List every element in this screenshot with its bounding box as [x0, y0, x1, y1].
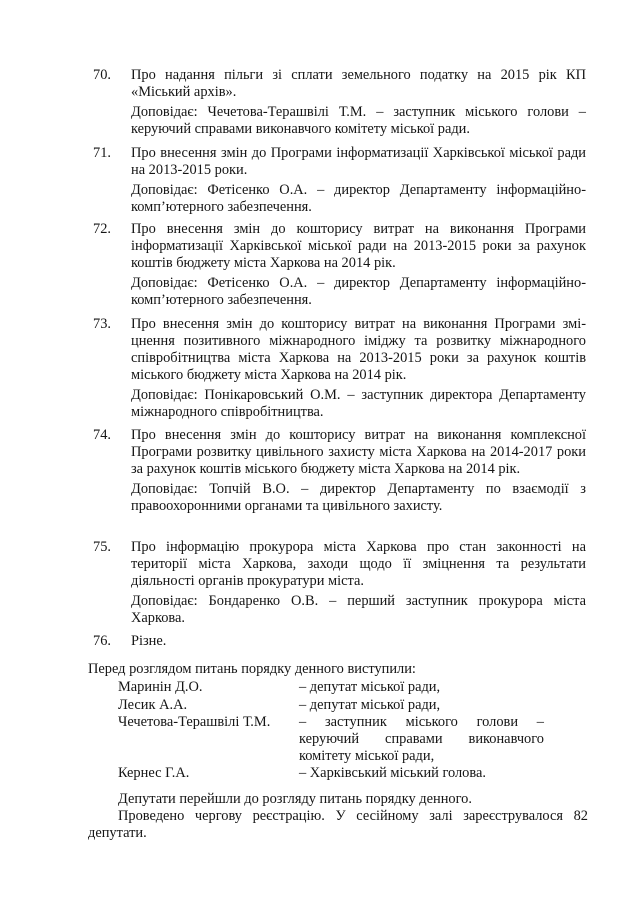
- item-reporter: Доповідає: Чечетова-Терашвілі Т.М. – заступник міського голови – керуючий справами виконавчого комітету міської ради.: [131, 104, 586, 137]
- item-title: Про інформацію прокурора міста Харкова про стан законності на території міста Харкова, заходи щодо її зміцнення та результати діяльності органів прокуратури міста.: [131, 539, 586, 589]
- item-reporter: Доповідає: Бондаренко О.В. – перший заступник прокурора міста Харкова.: [131, 593, 586, 626]
- item-title: Про внесення змін до Програми інформатизації Харківської міської ради на 2013-2015 роки.: [131, 145, 586, 178]
- item-title: Про надання пільги зі сплати земельного податку на 2015 рік КП «Міський архів».: [131, 67, 586, 100]
- item-number: 71.: [93, 145, 111, 161]
- speaker-name: Чечетова-Терашвілі Т.М.: [118, 714, 271, 730]
- item-title: Про внесення змін до кошторису витрат на виконання Програми інформатизації Харківської міської ради на 2013-2015 роки за рахунок коштів бюджету міста Харкова на 2014 рік.: [131, 221, 586, 271]
- item-number: 76.: [93, 633, 111, 649]
- item-number: 70.: [93, 67, 111, 83]
- speaker-name: Лесик А.А.: [118, 697, 188, 713]
- speaker-name: Кернес Г.А.: [118, 765, 190, 781]
- item-reporter: Доповідає: Фетісенко О.А. – директор Департаменту інформаційно-комп’ютерного забезпечення.: [131, 182, 586, 215]
- item-reporter: Доповідає: Топчій В.О. – директор Департаменту по взаємодії з правоохоронними органами та цивільного захисту.: [131, 481, 586, 514]
- item-number: 73.: [93, 316, 111, 332]
- item-title: Різне.: [131, 633, 167, 649]
- speaker-role: – заступник міського голови – керуючий справами виконавчого комітету міської ради,: [299, 714, 544, 764]
- speakers-intro: Перед розглядом питань порядку денного виступили:: [88, 661, 416, 677]
- item-number: 72.: [93, 221, 111, 237]
- item-title: Про внесення змін до кошторису витрат на виконання комплексної Програми розвитку цивільного захисту міста Харкова на 2014-2017 роки за рахунок коштів міського бюджету міста Харкова на 2014 рік.: [131, 427, 586, 477]
- closing-paragraph: Проведено чергову реєстрацію. У сесійному залі зареєструвалося 82 депутати.: [88, 808, 588, 841]
- speaker-role: – Харківський міський голова.: [299, 765, 486, 781]
- item-title: Про внесення змін до кошторису витрат на виконання Програми зміцнення позитивного міжнародного іміджу та розвитку міжнародного співробітництва міста Харкова на 2013-2015 роки за рахунок коштів міського бюджету міста Харкова на 2014 рік.: [131, 316, 586, 383]
- speaker-name: Маринін Д.О.: [118, 679, 203, 695]
- speaker-role: – депутат міської ради,: [299, 679, 441, 695]
- speaker-role: – депутат міської ради,: [299, 697, 441, 713]
- item-number: 74.: [93, 427, 111, 443]
- item-number: 75.: [93, 539, 111, 555]
- closing-paragraph: Депутати перейшли до розгляду питань порядку денного.: [118, 791, 472, 807]
- item-reporter: Доповідає: Понікаровський О.М. – заступник директора Департаменту міжнародного співробітництва.: [131, 387, 586, 420]
- item-reporter: Доповідає: Фетісенко О.А. – директор Департаменту інформаційно-комп’ютерного забезпечення.: [131, 275, 586, 308]
